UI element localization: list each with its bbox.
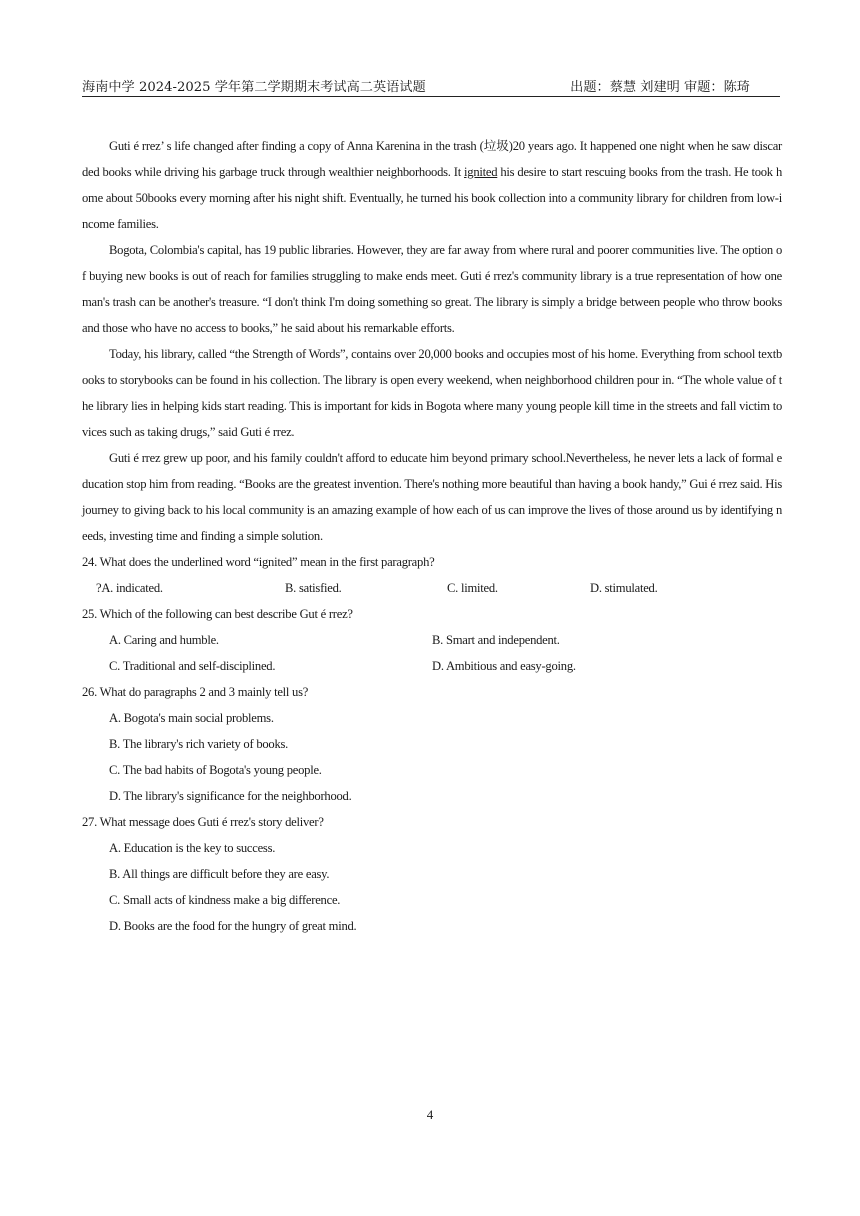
question-26-stem: 26. What do paragraphs 2 and 3 mainly tell us? — [82, 685, 309, 699]
question-25-options-row-1 — [82, 627, 782, 653]
option-d[interactable]: D. Ambitious and easy-going. — [432, 659, 576, 673]
underlined-word: ignited — [464, 165, 498, 179]
option-b[interactable]: B. The library's rich variety of books. — [109, 737, 289, 751]
exam-title: 海南中学 2024-2025 学年第二学期期末考试高二英语试题 — [82, 80, 426, 95]
question-24-stem: 24. What does the underlined word “ignited” mean in the first paragraph? — [82, 555, 435, 569]
passage-paragraph-3: Today, his library, called “the Strength of Words”, contains over 20,000 books and occupies most of his home. Everything from school textbooks to storybooks can be found in his collection. The library is open every weekend, when neighborhood children pour in. “The whole value of the library lies in helping kids start reading. This is important for kids in Bogota where many young people kill time in the streets and fall victim to vices such as taking drugs,” said Guti é rrez. — [82, 347, 783, 439]
option-d[interactable]: D. Books are the food for the hungry of great mind. — [109, 919, 357, 933]
option-c[interactable]: C. The bad habits of Bogota's young people. — [109, 763, 322, 777]
option-a[interactable]: A. Caring and humble. — [109, 633, 219, 647]
option-d[interactable]: D. The library's significance for the neighborhood. — [109, 789, 352, 803]
passage-paragraph-1 — [82, 133, 782, 237]
paragraph-1-text-a: Guti é rrez’ s life changed after finding a copy of Anna Karenina in the trash (垃圾)20 years ago. It happened one night when he saw discarded books while driving his garbage truck through wealthier neighborhoods. It — [82, 139, 782, 179]
option-a[interactable]: A. Bogota's main social problems. — [109, 711, 274, 725]
passage-paragraph-4: Guti é rrez grew up poor, and his family couldn't afford to educate him beyond primary school.Nevertheless, he never lets a lack of formal education stop him from reading. “Books are the greatest invention. There's nothing more beautiful than having a book handy,” Gui é rrez said. His journey to giving back to his local community is an amazing example of how each of us can improve the lives of those around us by identifying needs, investing time and finding a simple solution. — [82, 451, 782, 543]
option-c[interactable]: C. Small acts of kindness make a big difference. — [109, 893, 341, 907]
passage-paragraph-2: Bogota, Colombia's capital, has 19 public libraries. However, they are far away from where rural and poorer communities live. The option of buying new books is out of reach for families struggling to make ends meet. Guti é rrez's community library is a true representation of how one man's trash can be another's treasure. “I don't think I'm doing something so great. The library is simply a bridge between people who throw books and those who have no access to books,” he said about his remarkable efforts. — [82, 243, 782, 335]
question-25-options-row-2 — [82, 653, 782, 679]
reading-passage-section — [82, 133, 782, 939]
paragraph-1-text-b: his desire to start rescuing books from the trash. He took home about 50books every morning after his night shift. Eventually, he turned his book collection into a community library for children from low-income families. — [82, 165, 782, 231]
option-b[interactable]: B. satisfied. — [285, 581, 342, 595]
option-a[interactable]: A. Education is the key to success. — [109, 841, 276, 855]
question-27-stem: 27. What message does Guti é rrez's story deliver? — [82, 815, 324, 829]
question-25-stem: 25. Which of the following can best describe Gut é rrez? — [82, 607, 353, 621]
option-a[interactable]: ?A. indicated. — [96, 581, 163, 595]
option-b[interactable]: B. All things are difficult before they are easy. — [109, 867, 330, 881]
option-b[interactable]: B. Smart and independent. — [432, 633, 560, 647]
question-24-options — [82, 575, 782, 601]
exam-authors: 出题：蔡慧 刘建明 审题：陈琦 — [570, 80, 750, 95]
page-number: 4 — [426, 1107, 434, 1122]
page-header — [82, 74, 780, 97]
option-c[interactable]: C. limited. — [447, 581, 498, 595]
option-d[interactable]: D. stimulated. — [590, 581, 658, 595]
option-c[interactable]: C. Traditional and self-disciplined. — [109, 659, 276, 673]
